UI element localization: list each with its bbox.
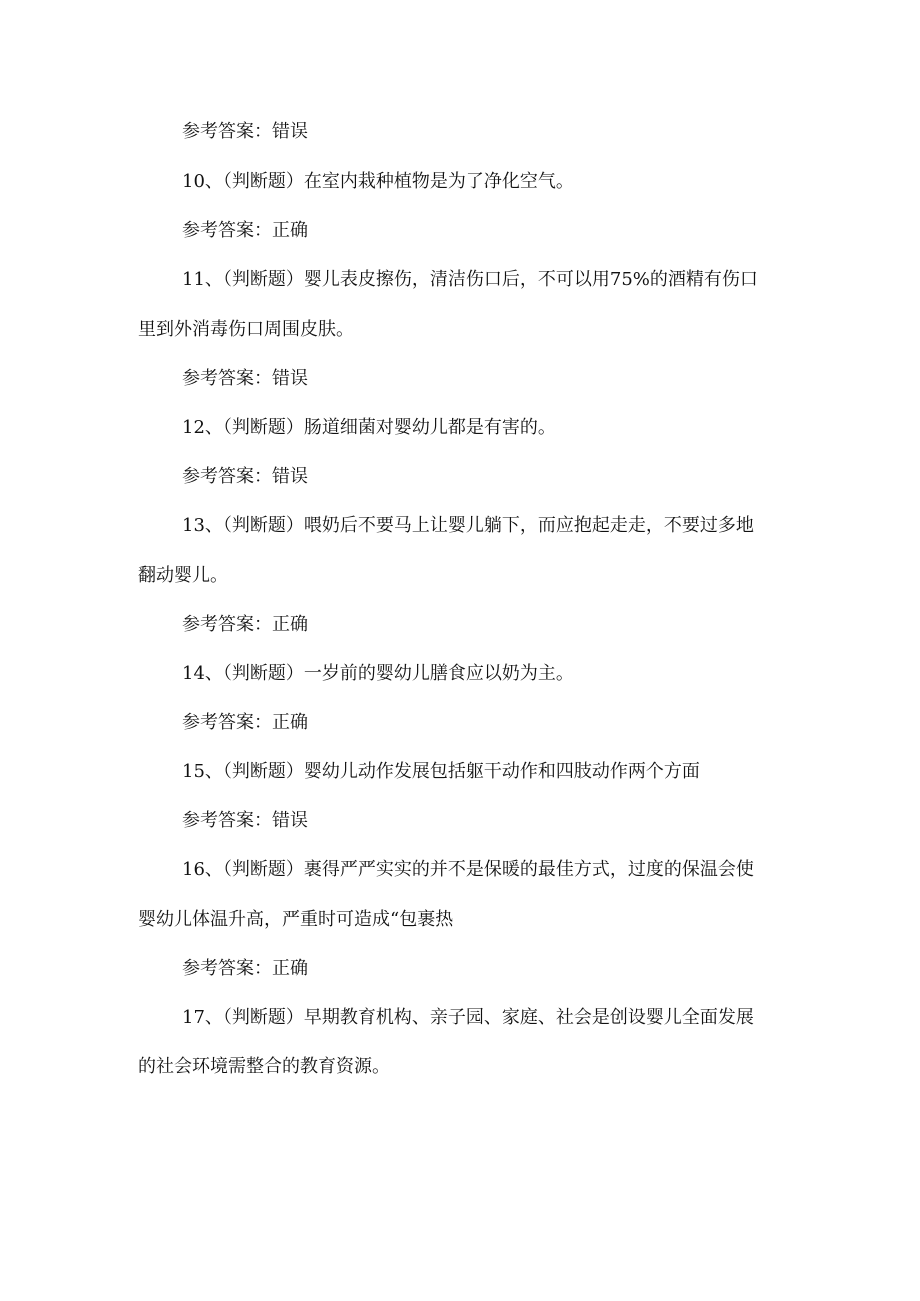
answer-line: 参考答案：错误 bbox=[182, 810, 308, 831]
answer-line: 参考答案：错误 bbox=[182, 368, 308, 389]
question-13-continued: 翻动婴儿。 bbox=[138, 565, 228, 586]
question-17-continued: 的社会环境需整合的教育资源。 bbox=[138, 1056, 390, 1077]
answer-line: 参考答案：错误 bbox=[182, 466, 308, 487]
question-12: 12、（判断题）肠道细菌对婴幼儿都是有害的。 bbox=[182, 417, 556, 438]
question-17: 17、（判断题）早期教育机构、亲子园、家庭、社会是创设婴儿全面发展 bbox=[182, 1007, 754, 1028]
answer-line: 参考答案：正确 bbox=[182, 614, 308, 635]
question-16: 16、（判断题）裹得严严实实的并不是保暖的最佳方式，过度的保温会使 bbox=[182, 859, 754, 880]
question-11-continued: 里到外消毒伤口周围皮肤。 bbox=[138, 319, 354, 340]
answer-line: 参考答案：错误 bbox=[182, 121, 308, 142]
answer-line: 参考答案：正确 bbox=[182, 958, 308, 979]
question-16-continued: 婴幼儿体温升高，严重时可造成“包裹热 bbox=[138, 909, 454, 930]
question-10: 10、（判断题）在室内栽种植物是为了净化空气。 bbox=[182, 171, 574, 192]
answer-line: 参考答案：正确 bbox=[182, 220, 308, 241]
question-15: 15、（判断题）婴幼儿动作发展包括躯干动作和四肢动作两个方面 bbox=[182, 761, 700, 782]
answer-line: 参考答案：正确 bbox=[182, 712, 308, 733]
question-13: 13、（判断题）喂奶后不要马上让婴儿躺下，而应抱起走走，不要过多地 bbox=[182, 515, 754, 536]
question-14: 14、（判断题）一岁前的婴幼儿膳食应以奶为主。 bbox=[182, 663, 574, 684]
question-11: 11、（判断题）婴儿表皮擦伤，清洁伤口后，不可以用75%的酒精有伤口 bbox=[182, 269, 758, 290]
